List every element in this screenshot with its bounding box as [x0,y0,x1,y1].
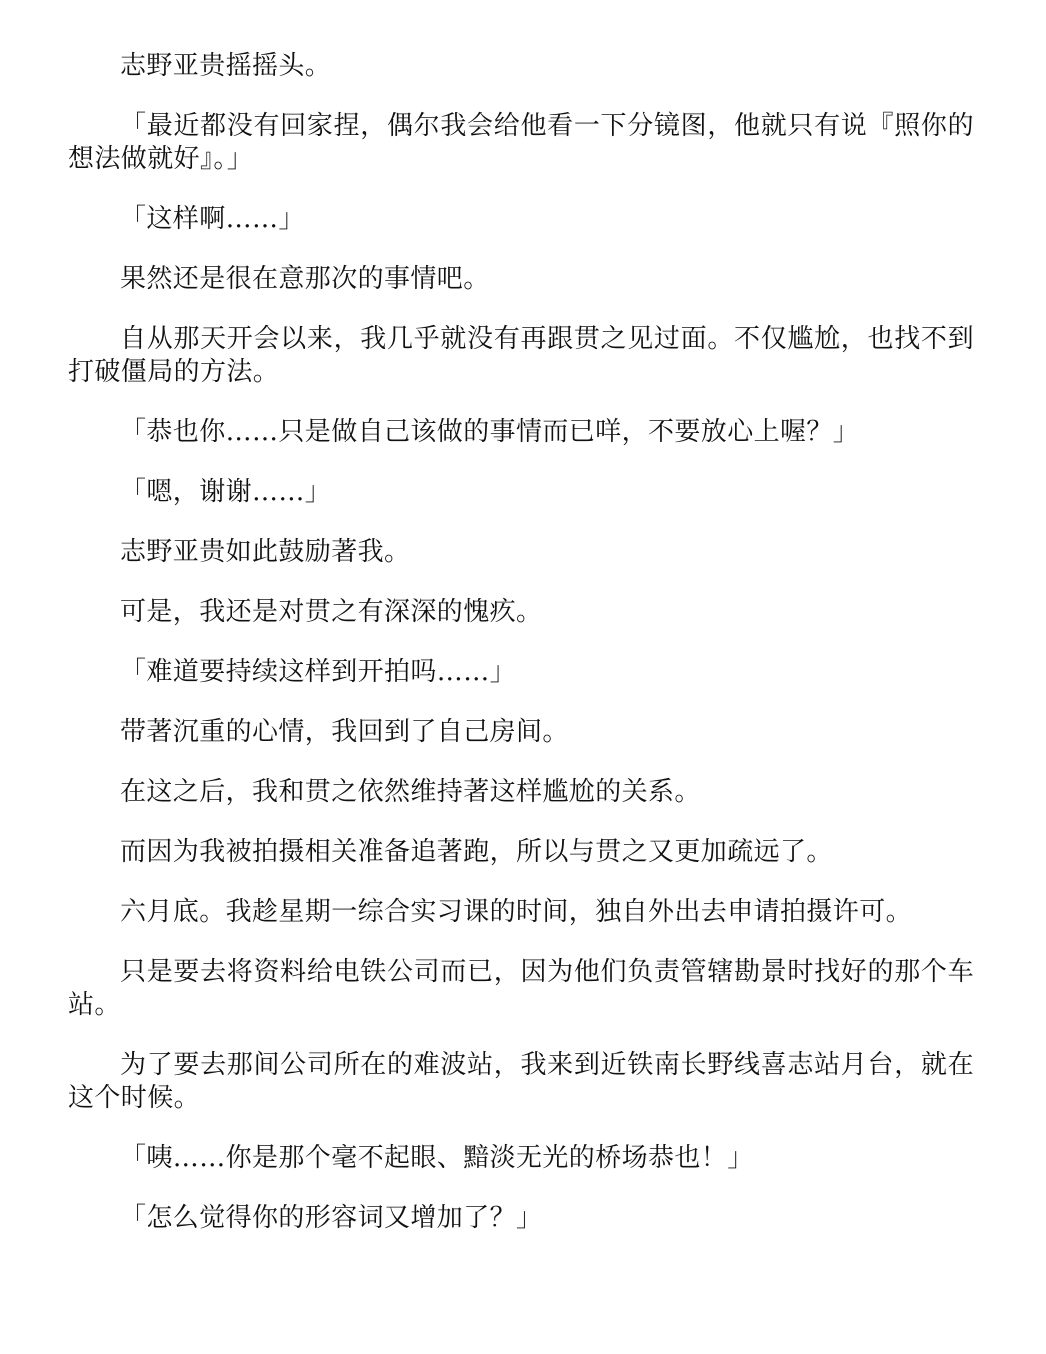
paragraph: 果然还是很在意那次的事情吧。 [120,264,490,294]
paragraph: 「恭也你……只是做自己该做的事情而已咩，不要放心上喔？」 [120,417,860,447]
paragraph: 可是，我还是对贯之有深深的愧疚。 [120,597,543,627]
paragraph: 「难道要持续这样到开拍吗……」 [120,657,517,687]
paragraph: 「咦……你是那个毫不起眼、黯淡无光的桥场恭也！」 [120,1143,754,1173]
paragraph: 在这之后，我和贯之依然维持著这样尴尬的关系。 [120,777,701,807]
paragraph: 「怎么觉得你的形容词又增加了？」 [120,1203,543,1233]
paragraph: 为了要去那间公司所在的难波站，我来到近铁南长野线喜志站月台，就在这个时候。 [68,1050,974,1113]
paragraph: 志野亚贵摇摇头。 [120,51,332,81]
paragraph: 「嗯，谢谢……」 [120,477,332,507]
paragraph: 「这样啊……」 [120,204,305,234]
paragraph: 带著沉重的心情，我回到了自己房间。 [120,717,569,747]
paragraph: 而因为我被拍摄相关准备追著跑，所以与贯之又更加疏远了。 [120,837,833,867]
paragraph: 「最近都没有回家捏，偶尔我会给他看一下分镜图，他就只有说『照你的想法做就好』。」 [68,111,974,174]
paragraph: 志野亚贵如此鼓励著我。 [120,537,411,567]
paragraph: 只是要去将资料给电铁公司而已，因为他们负责管辖勘景时找好的那个车站。 [68,957,974,1020]
paragraph: 六月底。我趁星期一综合实习课的时间，独自外出去申请拍摄许可。 [120,897,913,927]
paragraph: 自从那天开会以来，我几乎就没有再跟贯之见过面。不仅尴尬，也找不到打破僵局的方法。 [68,324,974,387]
